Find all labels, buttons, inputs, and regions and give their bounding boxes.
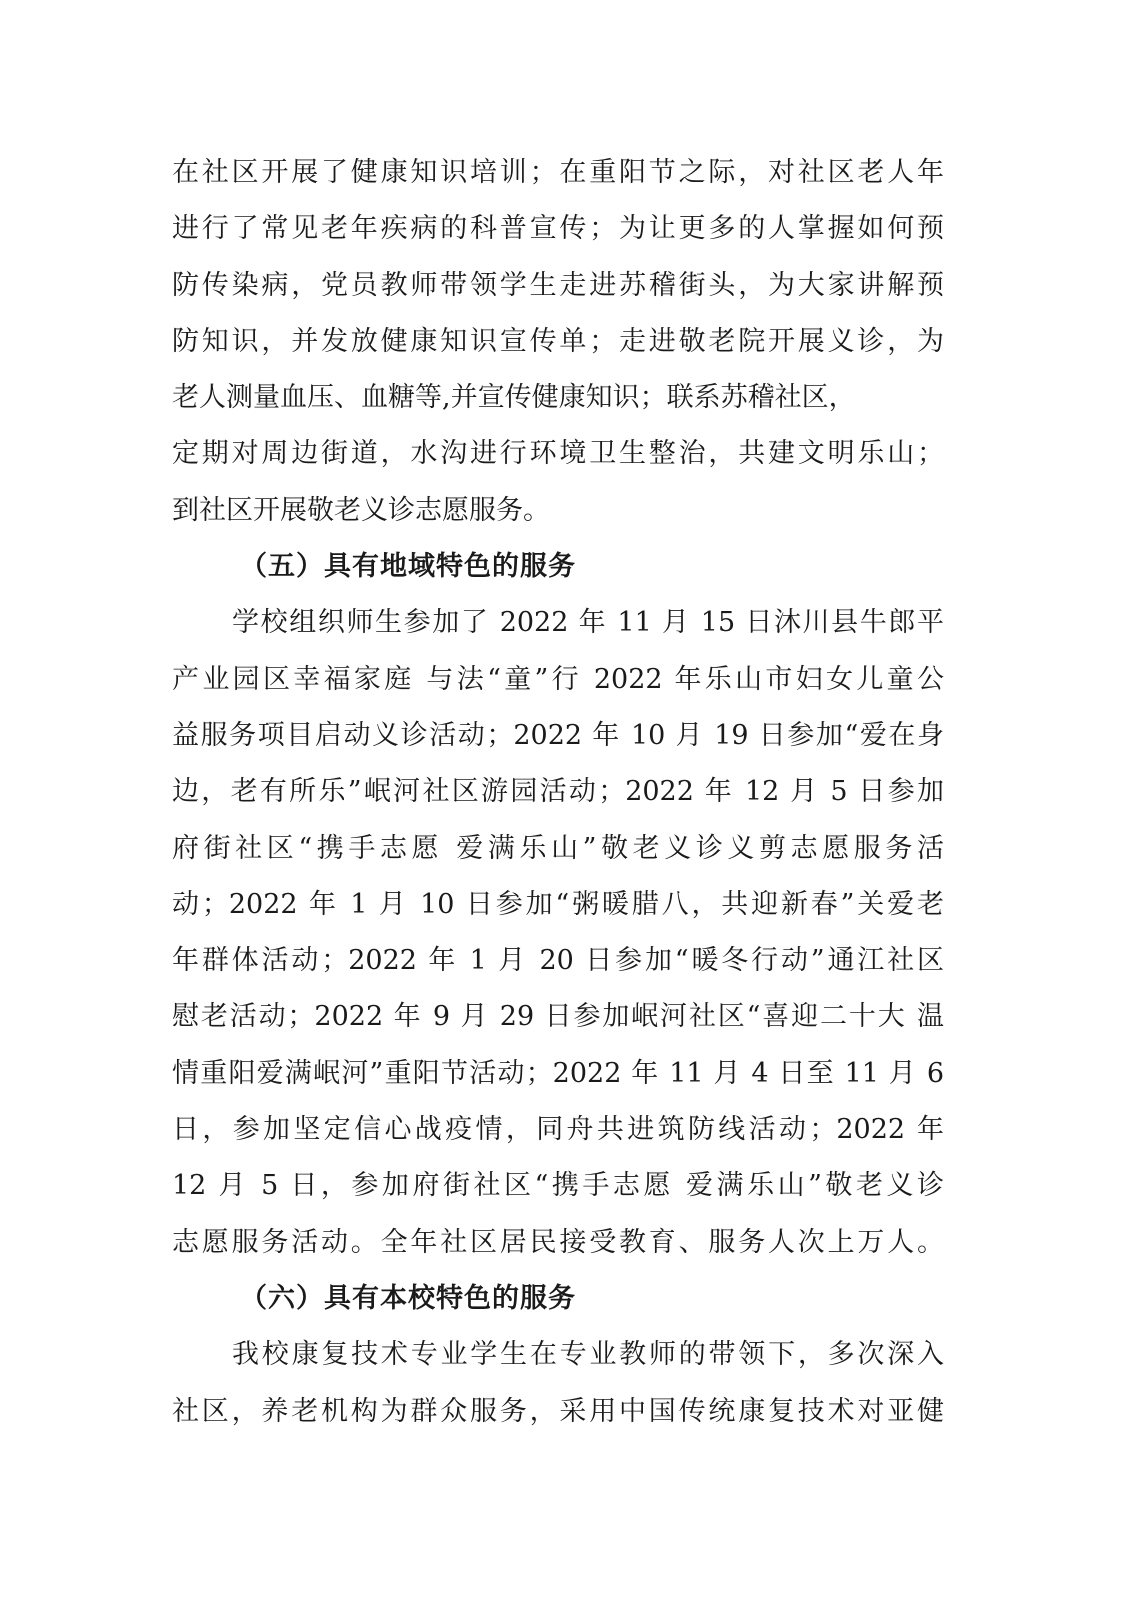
paragraph [172,595,944,1271]
section-heading: （五）具有地域特色的服务 [240,551,576,583]
text-line: 日，参加坚定信心战疫情，同舟共进筑防线活动；2022 年 [172,1114,944,1146]
paragraph [172,145,944,539]
text-line: 在社区开展了健康知识培训；在重阳节之际，对社区老人年 [172,157,944,188]
text-line: 产业园区幸福家庭 与法“童”行 2022 年乐山市妇女儿童公 [172,663,944,695]
text-line: 志愿服务活动。全年社区居民接受教育、服务人次上万人。 [172,1226,944,1258]
text-line: 进行了常见老年疾病的科普宣传；为让更多的人掌握如何预 [172,213,944,245]
text-line: 定期对周边街道，水沟进行环境卫生整治，共建文明乐山； [172,438,944,470]
text-line: 学校组织师生参加了 2022 年 11 月 15 日沐川县牛郎平 [232,607,944,639]
text-line: 年群体活动；2022 年 1 月 20 日参加“暖冬行动”通江社区 [172,945,944,977]
text-line: 到社区开展敬老义诊志愿服务。 [172,494,550,526]
document-body [172,145,944,1440]
paragraph [172,1327,944,1440]
text-line: 老人测量血压、血糖等,并宣传健康知识；联系苏稽社区， [172,382,856,414]
text-line: 12 月 5 日，参加府街社区“携手志愿 爱满乐山”敬老义诊 [172,1170,944,1202]
text-line: 防知识，并发放健康知识宣传单；走进敬老院开展义诊，为 [172,325,944,357]
text-line: 防传染病，党员教师带领学生走进苏稽街头，为大家讲解预 [172,269,944,301]
text-line: 益服务项目启动义诊活动；2022 年 10 月 19 日参加“爱在身 [172,719,944,751]
text-line: 动；2022 年 1 月 10 日参加“粥暖腊八，共迎新春”关爱老 [172,888,944,920]
text-line: 情重阳爱满岷河”重阳节活动；2022 年 11 月 4 日至 11 月 6 [172,1057,944,1089]
text-line: 慰老活动；2022 年 9 月 29 日参加岷河社区“喜迎二十大 温 [172,1001,944,1033]
text-line: 我校康复技术专业学生在专业教师的带领下，多次深入 [232,1339,944,1371]
text-line: 府街社区“携手志愿 爱满乐山”敬老义诊义剪志愿服务活 [172,832,944,864]
text-line: 社区，养老机构为群众服务，采用中国传统康复技术对亚健 [172,1395,944,1427]
text-line: 边，老有所乐”岷河社区游园活动；2022 年 12 月 5 日参加 [172,776,944,808]
section-heading: （六）具有本校特色的服务 [240,1282,576,1314]
